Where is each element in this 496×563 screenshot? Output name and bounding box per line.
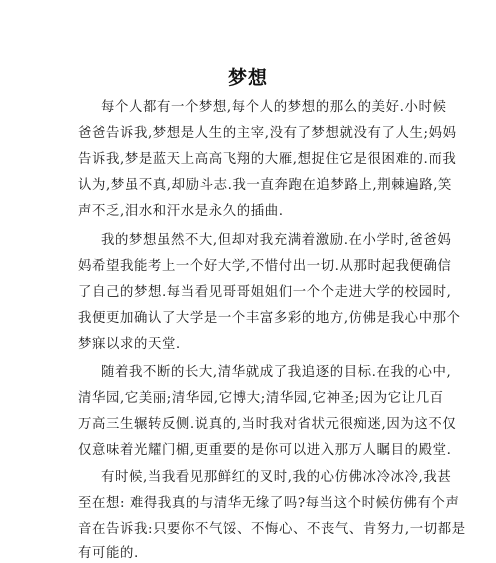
- paragraph-4-line-2: 至在想: 难得我真的与清华无缘了吗?每当这个时候仿佛有个声: [78, 496, 460, 511]
- paragraph-2-line-1: 我的梦想虽然不大,但却对我充满着激励.在小学时,爸爸妈: [101, 233, 452, 248]
- paragraph-2-line-5: 梦寐以求的天堂.: [78, 337, 181, 352]
- paragraph-1-line-2: 爸爸告诉我,梦想是人生的主宰,没有了梦想就没有了人生;妈妈: [78, 126, 457, 141]
- paragraph-2-line-2: 妈希望我能考上一个好大学,不惜付出一切.从那时起我便确信: [78, 259, 452, 274]
- paragraph-3-line-3: 万高三生辗转反侧.说真的,当时我对省状元很痴迷,因为这不仅: [78, 417, 457, 432]
- paragraph-2-line-3: 了自己的梦想.每当看见哥哥姐姐们一个个走进大学的校园时,: [78, 285, 452, 300]
- paragraph-4-line-3: 音在告诉我:只要你不气馁、不悔心、不丧气、肯努力,一切都是: [78, 522, 466, 537]
- paragraph-1-line-3: 告诉我,梦是蓝天上高高飞翔的大雁,想捉住它是很困难的.而我: [78, 152, 457, 167]
- paragraph-4-line-1: 有时候,当我看见那鲜红的叉时,我的心仿佛冰冷冰冷,我甚: [101, 470, 452, 485]
- document-title: 梦想: [227, 67, 268, 89]
- paragraph-3-line-4: 仅意味着光耀门楣,更重要的是你可以进入那万人瞩目的殿堂.: [78, 443, 452, 458]
- paragraph-3-line-1: 随着我不断的长大,清华就成了我追逐的目标.在我的心中,: [101, 365, 452, 380]
- paragraph-1-line-5: 声不乏,泪水和汗水是永久的插曲.: [78, 204, 284, 219]
- paragraph-1-line-4: 认为,梦虽不真,却励斗志.我一直奔跑在追梦路上,荆棘遍路,笑: [78, 178, 453, 193]
- paragraph-4-line-4: 有可能的.: [78, 546, 139, 561]
- paragraph-2-line-4: 我便更加确认了大学是一个丰富多彩的地方,仿佛是我心中那个: [78, 311, 461, 326]
- paragraph-3-line-2: 清华园,它美丽;清华园,它博大;清华园,它神圣;因为它让几百: [78, 391, 444, 406]
- paragraph-1-line-1: 每个人都有一个梦想,每个人的梦想的那么的美好.小时候: [101, 100, 447, 115]
